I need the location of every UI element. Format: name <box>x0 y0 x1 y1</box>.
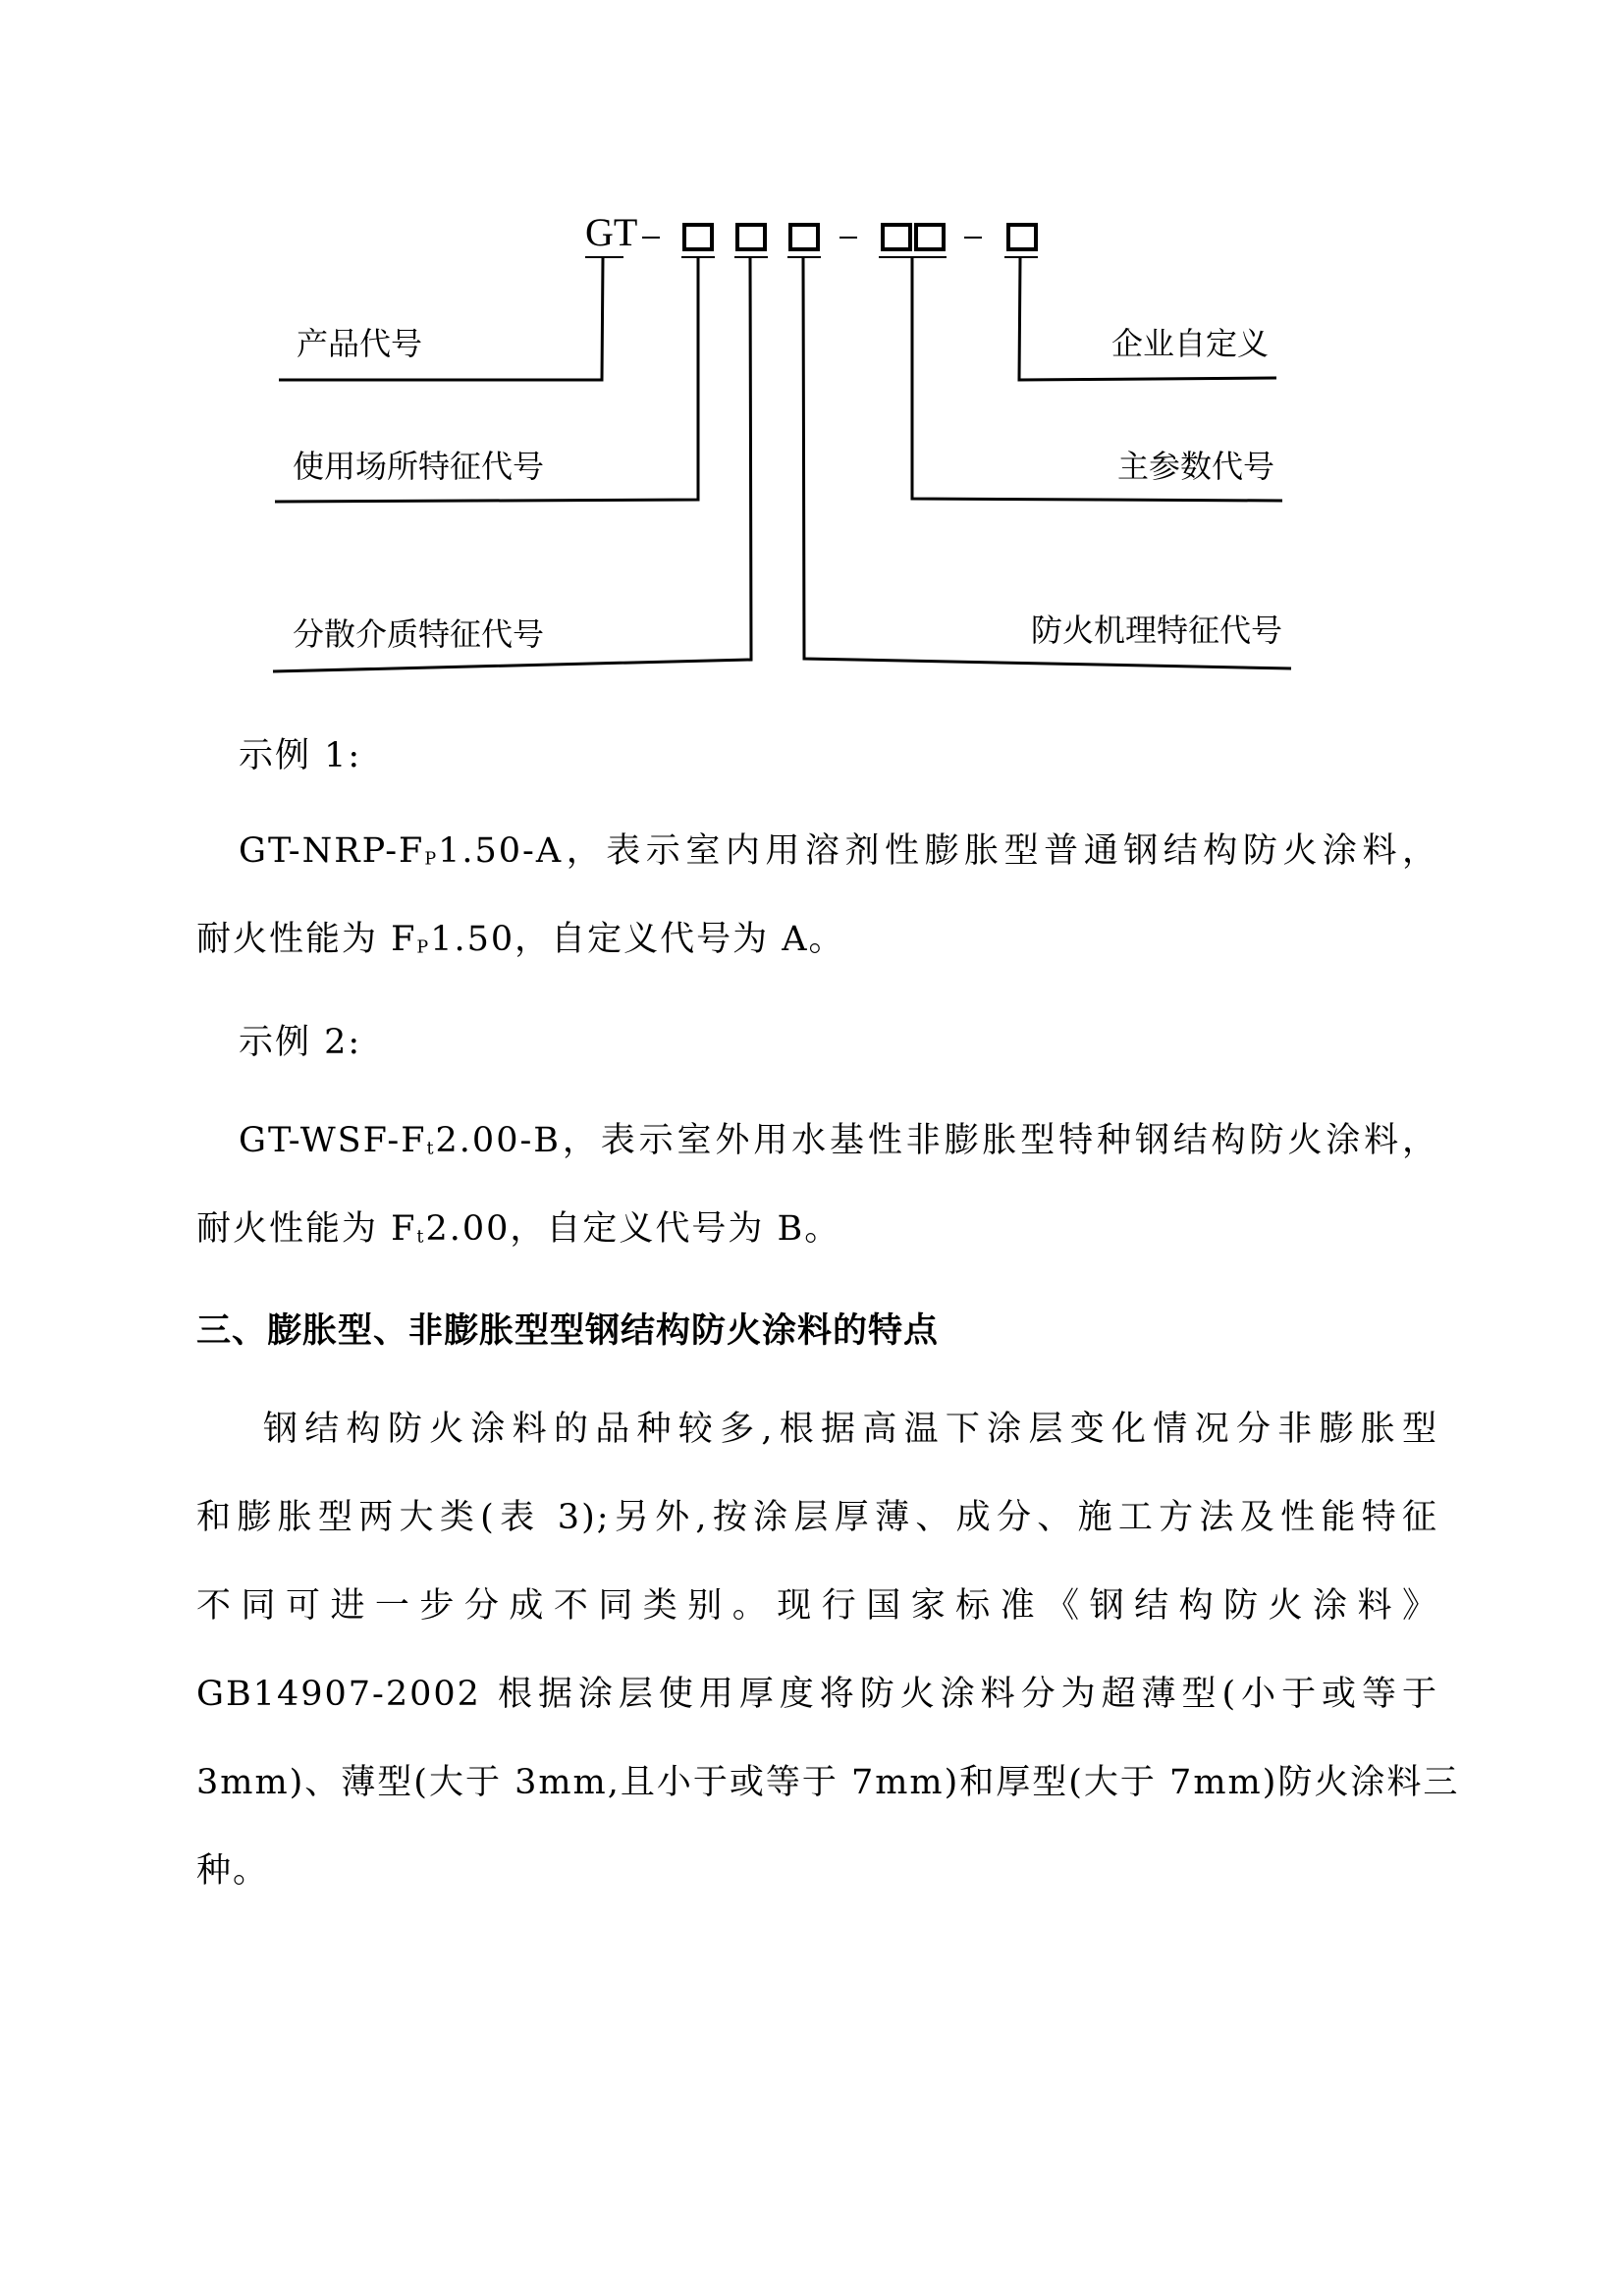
section-line-2: 和膨胀型两大类(表 3);另外,按涂层厚薄、成分、施工方法及性能特征 <box>196 1498 1438 1537</box>
section-line-6: 种。 <box>196 1851 270 1891</box>
code-box-param-1 <box>883 225 910 249</box>
section-line-5: 3mm)、薄型(大于 3mm,且小于或等于 7mm)和厚型(大于 7mm)防火涂料三 <box>196 1763 1460 1802</box>
label-fire-mechanism: 防火机理特征代号 <box>1030 612 1282 649</box>
section-heading: 三、膨胀型、非膨胀型型钢结构防火涂料的特点 <box>196 1311 940 1351</box>
label-dispersion-medium: 分散介质特征代号 <box>293 615 545 653</box>
code-box-param-2 <box>916 225 944 249</box>
code-box-custom <box>1008 225 1036 249</box>
section-line-4: GB14907-2002 根据涂层使用厚度将防火涂料分为超薄型(小于或等于 <box>196 1675 1438 1714</box>
section-line-3: 不同可进一步分成不同类别。现行国家标准《钢结构防火涂料》 <box>196 1586 1438 1626</box>
example-2-description: ，表示室外用水基性非膨胀型特种钢结构防火涂料， <box>561 1121 1438 1160</box>
example-2-title: 示例 2: <box>239 1023 362 1062</box>
example-1-code: $GT-NRP-F_P1.50-A$ <box>239 831 564 871</box>
label-product-code: 产品代号 <box>297 325 423 362</box>
example-1-description: ，表示室内用溶剂性膨胀型普通钢结构防火涂料， <box>563 831 1438 871</box>
diagram-lines <box>0 0 1624 707</box>
label-main-param: 主参数代号 <box>1116 448 1274 485</box>
example-1-title: 示例 1: <box>239 736 362 775</box>
code-prefix: GT <box>585 210 638 254</box>
example-1-line-2: 耐火性能为 $F_P1.50$，自定义代号为 A。 <box>196 920 845 959</box>
example-1-line-1 <box>239 829 1438 881</box>
code-box-medium <box>737 225 765 249</box>
example-2-line-2: 耐火性能为 $F_t2.00$，自定义代号为 B。 <box>196 1209 841 1249</box>
label-custom: 企业自定义 <box>1110 325 1269 362</box>
section-line-1: 钢结构防火涂料的品种较多,根据高温下涂层变化情况分非膨胀型 <box>263 1410 1438 1449</box>
code-box-usage <box>684 225 712 249</box>
example-2-line-1 <box>239 1119 1438 1171</box>
example-2-code: $GT-WSF-F_t2.00-B$ <box>239 1121 562 1160</box>
label-usage-site: 使用场所特征代号 <box>293 448 545 485</box>
code-box-mechanism <box>790 225 818 249</box>
product-code-diagram <box>0 0 1624 707</box>
